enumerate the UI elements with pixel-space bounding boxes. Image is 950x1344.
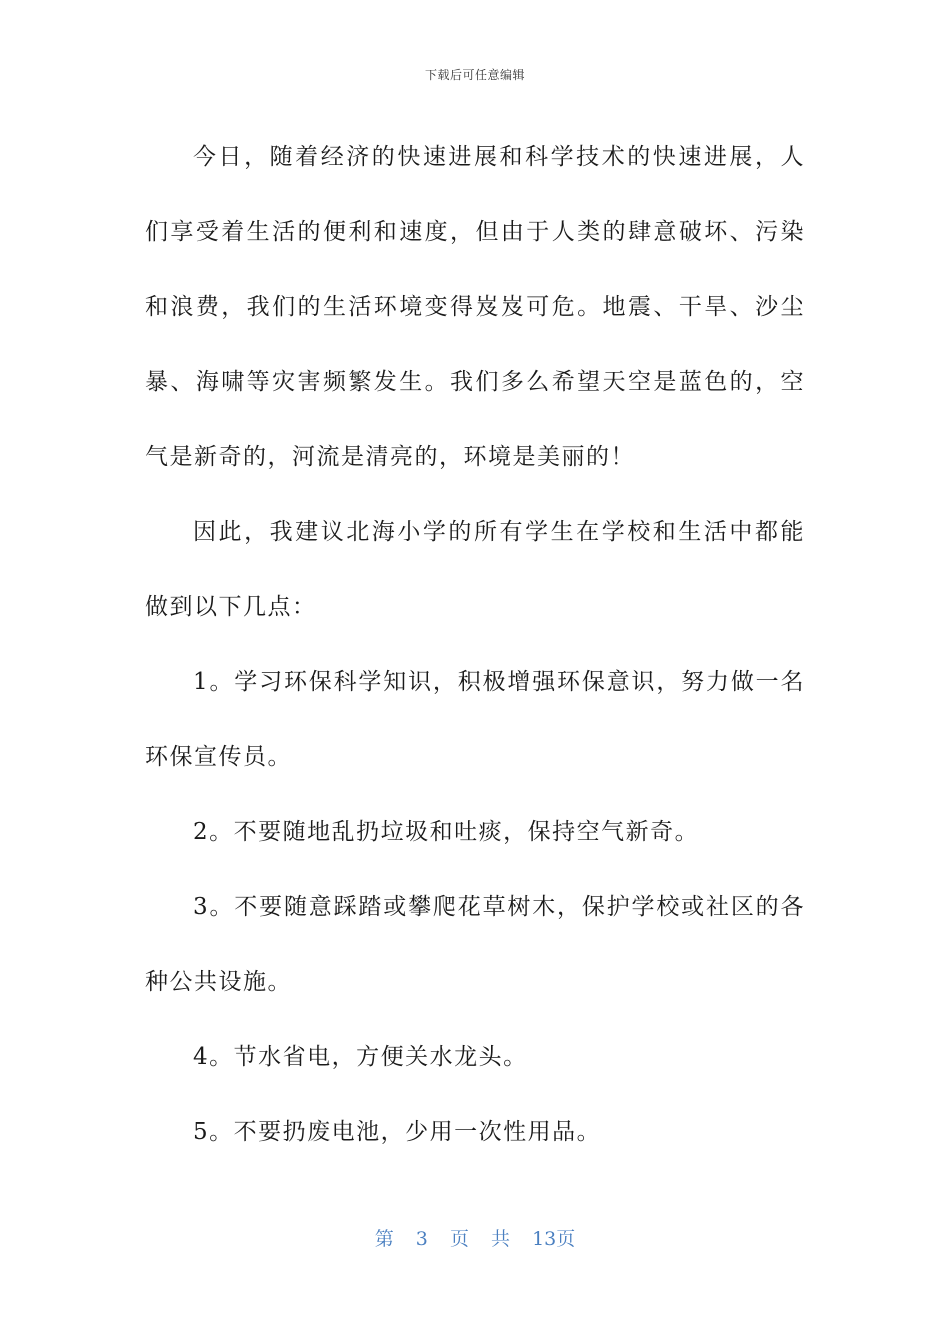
list-item-5: 5。不要扔废电池，少用一次性用品。 bbox=[193, 1119, 602, 1145]
list-item-2: 2。不要随地乱扔垃圾和吐痰，保持空气新奇。 bbox=[193, 819, 700, 845]
footer-label-page: 第 bbox=[374, 1228, 394, 1250]
footer-total-pages: 13页 bbox=[532, 1228, 576, 1250]
list-item-3: 3。不要随意踩踏或攀爬花草树木，保护学校或社区的各种公共设施。 bbox=[145, 894, 805, 995]
page-footer bbox=[0, 1224, 950, 1251]
document-body bbox=[145, 120, 805, 1170]
page-header: 下载后可任意编辑 bbox=[424, 68, 525, 82]
paragraph-proposal: 因此，我建议北海小学的所有学生在学校和生活中都能做到以下几点： bbox=[145, 519, 805, 620]
footer-label-total: 共 bbox=[491, 1228, 511, 1250]
list-item-4: 4。节水省电，方便关水龙头。 bbox=[193, 1044, 528, 1070]
list-item-1: 1。学习环保科学知识，积极增强环保意识，努力做一名环保宣传员。 bbox=[145, 669, 805, 770]
paragraph-intro: 今日，随着经济的快速进展和科学技术的快速进展，人们享受着生活的便利和速度，但由于人类的肆意破坏、污染和浪费，我们的生活环境变得岌岌可危。地震、干旱、沙尘暴、海啸等灾害频繁发生。我们多么希望天空是蓝色的，空气是新奇的，河流是清亮的，环境是美丽的！ bbox=[145, 144, 805, 470]
footer-label-page-unit: 页 bbox=[449, 1228, 469, 1250]
footer-current-page: 3 bbox=[415, 1228, 428, 1250]
